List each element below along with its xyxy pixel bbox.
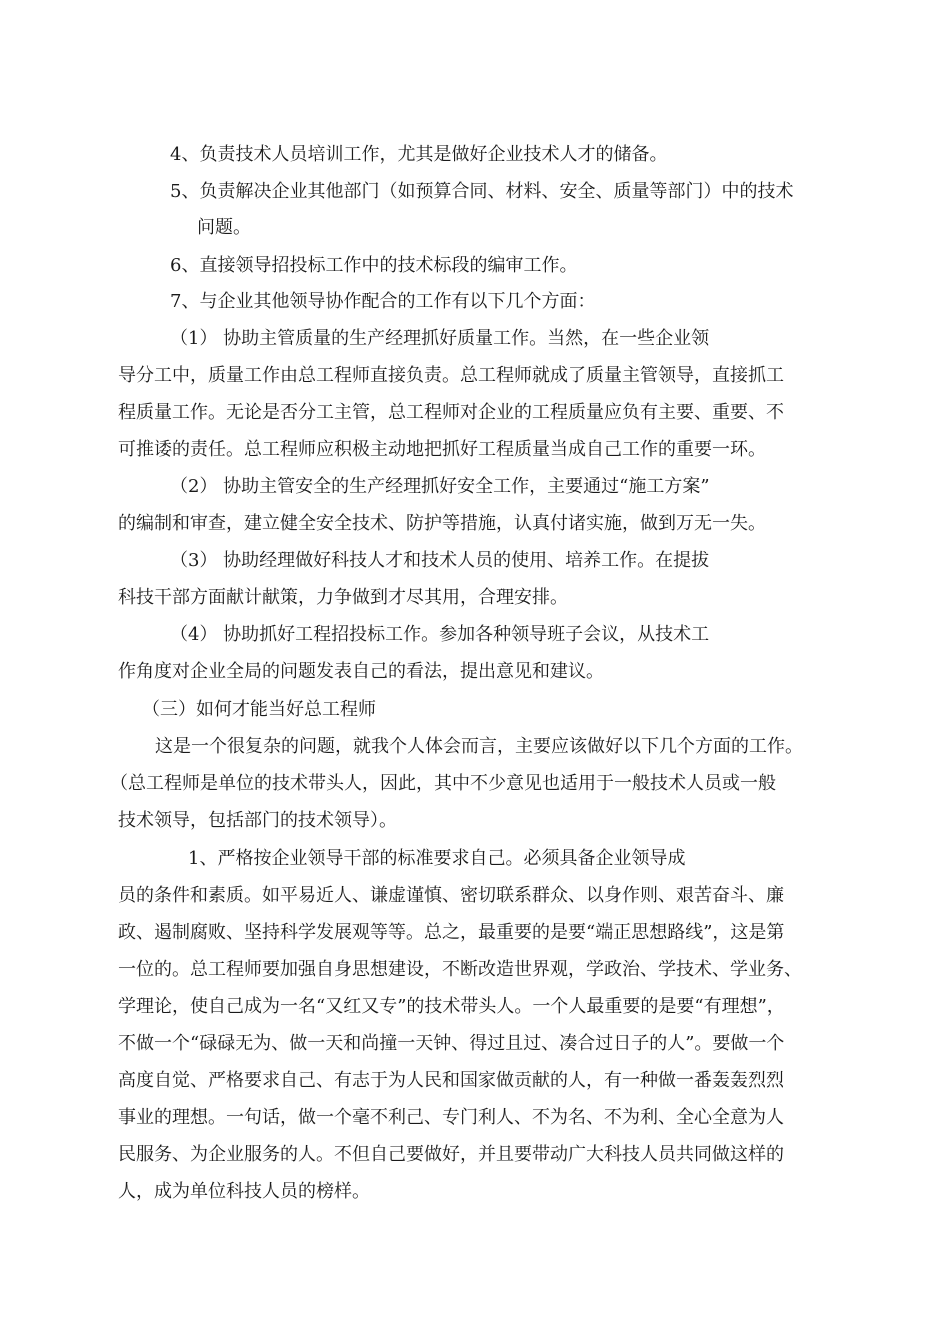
section-intro-text: 技术领导，包括部门的技术领导）。 <box>118 810 397 831</box>
point-1-text: 高度自觉、严格要求自己、有志于为人民和国家做贡献的人，有一种做一番轰轰烈烈 <box>118 1070 784 1091</box>
point-1-text: 民服务、为企业服务的人。不但自己要做好，并且要带动广大科技人员共同做这样的 <box>118 1144 784 1165</box>
sub-item-4: （4） 协助抓好工程招投标工作。参加各种领导班子会议，从技术工 <box>170 624 710 645</box>
sub-item-2-text: 的编制和审查，建立健全安全技术、防护等措施，认真付诸实施，做到万无一失。 <box>118 513 766 534</box>
point-1-text: 员的条件和素质。如平易近人、谦虚谨慎、密切联系群众、以身作则、艰苦奋斗、廉 <box>118 885 784 906</box>
section-intro: 这是一个很复杂的问题，就我个人体会而言，主要应该做好以下几个方面的工作。 <box>155 736 803 757</box>
point-1: 1、严格按企业领导干部的标准要求自己。必须具备企业领导成 <box>188 848 686 869</box>
sub-item-1-text: 导分工中，质量工作由总工程师直接负责。总工程师就成了质量主管领导，直接抓工 <box>118 365 784 386</box>
section-intro-text: （总工程师是单位的技术带头人，因此，其中不少意见也适用于一般技术人员或一般 <box>110 773 776 794</box>
point-1-text: 政、遏制腐败、坚持科学发展观等等。总之，最重要的是要“端正思想路线”，这是第 <box>118 922 785 943</box>
point-1-text: 不做一个“碌碌无为、做一天和尚撞一天钟、得过且过、凑合过日子的人”。要做一个 <box>118 1033 785 1054</box>
point-1-text: 一位的。总工程师要加强自身思想建设，不断改造世界观，学政治、学技术、学业务、 <box>118 959 802 980</box>
sub-item-1-text: 程质量工作。无论是否分工主管，总工程师对企业的工程质量应负有主要、重要、不 <box>118 402 784 423</box>
sub-item-1-text: 可推诿的责任。总工程师应积极主动地把抓好工程质量当成自己工作的重要一环。 <box>118 439 766 460</box>
point-1-text: 事业的理想。一句话，做一个毫不利己、专门利人、不为名、不为利、全心全意为人 <box>118 1107 784 1128</box>
sub-item-2: （2） 协助主管安全的生产经理抓好安全工作，主要通过“施工方案” <box>170 476 710 497</box>
list-item-7: 7、与企业其他领导协作配合的工作有以下几个方面： <box>170 291 596 312</box>
sub-item-3: （3） 协助经理做好科技人才和技术人员的使用、培养工作。在提拔 <box>170 550 710 571</box>
list-item-5-continuation: 问题。 <box>197 217 251 238</box>
sub-item-3-text: 科技干部方面献计献策，力争做到才尽其用，合理安排。 <box>118 587 568 608</box>
list-item-6: 6、直接领导招投标工作中的技术标段的编审工作。 <box>170 255 578 276</box>
list-item-5: 5、负责解决企业其他部门（如预算合同、材料、安全、质量等部门）中的技术 <box>170 181 794 202</box>
list-item-4: 4、负责技术人员培训工作，尤其是做好企业技术人才的储备。 <box>170 144 668 165</box>
point-1-text: 学理论，使自己成为一名“又红又专”的技术带头人。一个人最重要的是要“有理想”， <box>118 996 785 1017</box>
sub-item-4-text: 作角度对企业全局的问题发表自己的看法，提出意见和建议。 <box>118 661 604 682</box>
point-1-text: 人，成为单位科技人员的榜样。 <box>118 1181 370 1202</box>
section-heading: （三）如何才能当好总工程师 <box>142 699 376 720</box>
sub-item-1: （1） 协助主管质量的生产经理抓好质量工作。当然，在一些企业领 <box>170 328 710 349</box>
